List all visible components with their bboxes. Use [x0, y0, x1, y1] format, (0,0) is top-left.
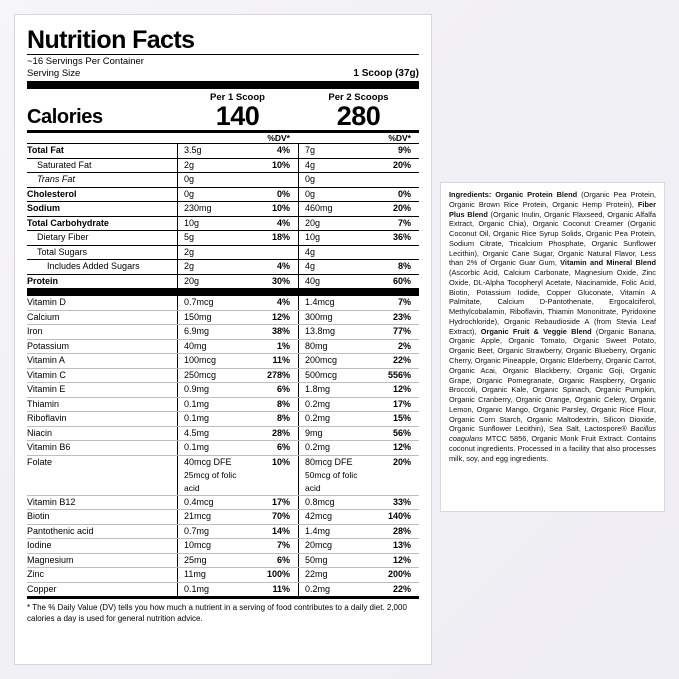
nutrient-amount-col2: 9mg — [305, 427, 323, 438]
nutrient-dv-col1: 278% — [266, 369, 290, 380]
nutrient-amount-col1: 0.9mg — [184, 384, 210, 395]
table-row — [27, 411, 419, 426]
nutrient-name: Vitamin D — [27, 297, 66, 308]
nutrient-amount-col2: 0.2mg — [305, 583, 331, 594]
nutrient-dv-col1: 0% — [276, 188, 290, 199]
table-row — [27, 455, 419, 470]
table-row — [27, 158, 419, 173]
nutrient-name: Protein — [27, 275, 59, 286]
table-row — [27, 230, 419, 245]
nutrient-amount-col2: 7g — [305, 145, 316, 156]
nutrient-dv-col2: 12% — [392, 384, 411, 395]
nutrient-name: Zinc — [27, 569, 45, 580]
nutrient-amount-col2: 4g — [305, 246, 316, 257]
nutrient-dv-col2: 200% — [387, 569, 411, 580]
table-row — [27, 339, 419, 354]
nutrient-dv-col1: 18% — [271, 232, 290, 243]
nutrient-amount-col1: 4.5mg — [184, 427, 210, 438]
nutrient-dv-col2: 33% — [392, 496, 411, 507]
nutrient-dv-col2: 13% — [392, 540, 411, 551]
nutrient-amount-col2: 1.4mcg — [305, 297, 335, 308]
nutrient-name: Includes Added Sugars — [47, 261, 140, 272]
nutrient-dv-col2: 7% — [397, 217, 411, 228]
nutrient-amount-col1: 2g — [184, 159, 195, 170]
nutrient-name: Pantothenic acid — [27, 525, 94, 536]
table-row — [27, 324, 419, 339]
nutrient-amount-col2: 300mg — [305, 311, 333, 322]
nutrient-dv-col2: 22% — [392, 583, 411, 594]
nutrient-dv-col2: 12% — [392, 442, 411, 453]
table-row — [27, 245, 419, 260]
nutrient-dv-col1 — [252, 246, 298, 260]
nutrient-dv-col2: 140% — [387, 511, 411, 522]
nutrient-amount-col1: 0.1mg — [184, 398, 210, 409]
nutrient-dv-col1: 17% — [271, 496, 290, 507]
table-row — [27, 524, 419, 539]
nutrient-dv-col1: 30% — [271, 275, 290, 286]
nutrient-amount-col1: 0.4mcg — [184, 496, 214, 507]
nutrient-amount-col1: 40mg — [184, 340, 207, 351]
nutrient-dv-col2: 12% — [392, 554, 411, 565]
nutrient-amount-col2: 1.4mg — [305, 525, 331, 536]
nutrient-name: Vitamin C — [27, 369, 66, 380]
nutrient-name: Copper — [27, 583, 57, 594]
nutrient-dv-col1: 8% — [276, 398, 290, 409]
nutrient-amount-col1: 0.7mcg — [184, 297, 214, 308]
nutrient-amount-col1: 10g — [184, 217, 200, 228]
nutrient-dv-col2: 7% — [397, 297, 411, 308]
table-row — [27, 274, 419, 289]
nutrient-amount-col1: 6.9mg — [184, 326, 210, 337]
nutrient-dv-col2: 56% — [392, 427, 411, 438]
nutrient-dv-col1: 4% — [276, 261, 290, 272]
nutrient-dv-col2: 36% — [392, 232, 411, 243]
nutrient-amount-col2: 0.2mg — [305, 398, 331, 409]
nutrient-amount-col2: 20g — [305, 217, 321, 228]
nutrient-amount-col2: 4g — [305, 159, 316, 170]
nutrient-dv-col2: 23% — [392, 311, 411, 322]
nutrient-name: Folate — [27, 456, 53, 467]
nutrient-amount-col1: 25mg — [184, 554, 207, 565]
nutrient-amount-col2: 20mcg — [305, 540, 333, 551]
nutrient-dv-col2: 0% — [397, 188, 411, 199]
servings-per-container: ~16 Servings Per Container — [27, 56, 144, 68]
nutrient-amount-col2: 50mg — [305, 554, 328, 565]
serving-size-value: 1 Scoop (37g) — [353, 68, 419, 80]
nutrient-amount-col1: 0.7mg — [184, 525, 210, 536]
col2-header: Per 2 Scoops — [328, 92, 389, 104]
nutrient-amount-col2: 0.2mg — [305, 442, 331, 453]
calories-label: Calories — [27, 106, 103, 129]
nutrient-dv-col1: 8% — [276, 413, 290, 424]
nutrient-amount-col1: 0.1mg — [184, 583, 210, 594]
nutrient-dv-col1: 7% — [276, 540, 290, 551]
nutrient-amount-col1: 5g — [184, 232, 195, 243]
nutrient-dv-col1: 70% — [271, 511, 290, 522]
nutrient-name: Dietary Fiber — [37, 232, 89, 243]
nutrient-dv-col1: 1% — [276, 340, 290, 351]
table-row — [27, 397, 419, 412]
nutrient-dv-col1: 4% — [276, 297, 290, 308]
nutrient-amount-col1: 100mcg — [184, 355, 217, 366]
nutrient-name: Thiamin — [27, 398, 60, 409]
table-row — [27, 310, 419, 325]
nutrient-subnote-col2: 50mcg of folic acid — [305, 470, 358, 493]
nutrient-dv-col2: 20% — [392, 203, 411, 214]
nutrient-subnote-col1: 25mcg of folic acid — [184, 470, 237, 493]
nutrient-name: Riboflavin — [27, 413, 67, 424]
nutrient-name: Iron — [27, 326, 43, 337]
nutrient-amount-col2: 40g — [305, 275, 321, 286]
table-subrow — [27, 469, 419, 495]
nutrient-amount-col1: 0g — [184, 188, 195, 199]
calories-col2-value: 280 — [336, 101, 381, 132]
nutrient-dv-col1: 6% — [276, 384, 290, 395]
nutrient-name: Cholesterol — [27, 188, 77, 199]
table-row — [27, 187, 419, 202]
nutrient-amount-col1: 150mg — [184, 311, 212, 322]
table-row — [27, 382, 419, 397]
nutrient-name: Vitamin E — [27, 384, 66, 395]
nutrient-name: Vitamin B6 — [27, 442, 71, 453]
nutrition-facts-panel — [14, 14, 432, 665]
nutrient-name: Potassium — [27, 340, 70, 351]
nutrient-dv-col1: 10% — [271, 203, 290, 214]
nutrient-amount-col1: 0.1mg — [184, 413, 210, 424]
nutrient-name: Total Sugars — [37, 246, 88, 257]
nutrient-dv-col2: 22% — [392, 355, 411, 366]
table-row — [27, 495, 419, 510]
nutrient-dv-col2: 20% — [392, 456, 411, 467]
nutrient-dv-col2: 17% — [392, 398, 411, 409]
nutrient-amount-col1: 2g — [184, 246, 195, 257]
nutrient-name: Trans Fat — [37, 174, 75, 185]
nutrient-dv-col1: 6% — [276, 554, 290, 565]
nutrient-amount-col2: 460mg — [305, 203, 333, 214]
nutrient-dv-col2: 28% — [392, 525, 411, 536]
nutrient-dv-col2 — [373, 173, 419, 187]
table-row — [27, 509, 419, 524]
macro-divider — [27, 288, 419, 296]
nutrient-amount-col2: 4g — [305, 261, 316, 272]
table-row — [27, 201, 419, 216]
table-row — [27, 567, 419, 582]
nutrient-amount-col2: 500mcg — [305, 369, 338, 380]
daily-value-headers — [27, 133, 419, 143]
ingredients-text: Ingredients: Organic Protein Blend (Organic Pea Protein, Organic Brown Rice Protein, Organic Hemp Protein), Fiber Plus Blend (Organic Inulin, Organic Flaxseed, Organic Alfalfa Extract, Organic Chia), Organic Coconut Creamer (Organic Coconut Oil, Organic Rice Syrup Solids, Organic Pea Protein, Sodium Citrate, Tricalcium Phosphate, Organic Sunflower Lecithin), Organic Cane Sugar, Organic Natural Flavor, Less than 2% of Organic Guar Gum, Vitamin and Mineral Blend (Ascorbic Acid, Calcium Carbonate, Magnesium Oxide, Zinc Oxide, DL-Alpha Tocopheryl Acetate, Niacinamide, Folic Acid, Biotin, Potassium Iodide, Copper Gluconate, Vitamin A Palmitate, Calcium D-Pantothenate, Ergocalciferol, Methylcobalamin, Riboflavin, Thiamin Mononitrate, Pyridoxine Hydrochloride), Organic Rebaudioside A (from Stevia Leaf Extract), Organic Fruit & Veggie Blend (Organic Banana, Organic Apple, Organic Tomato, Organic Sweet Potato, Organic Beet, Organic Strawberry, Organic Blueberry, Organic Cherry, Organic Pineapple, Organic Elderberry, Organic Carrot, Organic Acai, Organic Blackberry, Organic Goji, Organic Grape, Organic Pomegranate, Organic Raspberry, Organic Broccoli, Organic Kale, Organic Spinach, Organic Pumpkin, Organic Cranberry, Organic Orange, Organic Celery, Organic Lemon, Organic Mango, Organic Parsley, Organic Rice Flour, Organic Corn Starch, Organic Maltodextrin, Silicon Dioxide, Organic Sunflower Lecithin), Sea Salt, Lactospore® Bacillus coagulans MTCC 5856, Organic Monk Fruit Extract. Contains coconut ingredients. Processed in a facility that also processes milk, soy, and egg ingredients. — [449, 190, 657, 463]
nutrient-dv-col2: 556% — [387, 369, 411, 380]
serving-size-label: Serving Size — [27, 68, 81, 80]
nutrient-dv-col2 — [373, 246, 419, 260]
nutrient-dv-col2: 60% — [392, 275, 411, 286]
nutrient-dv-col2: 77% — [392, 326, 411, 337]
table-row — [27, 553, 419, 568]
page-title: Nutrition Facts — [27, 26, 195, 54]
nutrient-dv-col1: 4% — [276, 217, 290, 228]
nutrient-amount-col1: 21mcg — [184, 511, 212, 522]
table-row — [27, 259, 419, 274]
table-row — [27, 296, 419, 310]
nutrient-dv-col1: 14% — [271, 525, 290, 536]
table-row — [27, 368, 419, 383]
calories-row — [27, 103, 419, 130]
nutrient-name: Biotin — [27, 511, 50, 522]
nutrient-amount-col2: 13.8mg — [305, 326, 336, 337]
nutrient-dv-col2: 15% — [392, 413, 411, 424]
table-row — [27, 440, 419, 455]
serving-size-row — [27, 68, 419, 81]
vitamin-mineral-table — [27, 296, 419, 596]
table-row — [27, 538, 419, 553]
nutrient-dv-col2: 8% — [397, 261, 411, 272]
title-divider — [27, 54, 419, 55]
nutrient-name: Sodium — [27, 203, 60, 214]
nutrient-amount-col2: 1.8mg — [305, 384, 331, 395]
nutrient-name: Magnesium — [27, 554, 74, 565]
col2-dv-header: %DV* — [388, 133, 411, 144]
nutrient-name: Iodine — [27, 540, 52, 551]
col1-header: Per 1 Scoop — [210, 92, 265, 104]
ingredients-panel — [440, 182, 665, 512]
nutrient-dv-col1: 10% — [271, 456, 290, 467]
serving-divider — [27, 81, 419, 89]
nutrient-amount-col1: 40mcg DFE — [184, 456, 232, 467]
table-row — [27, 426, 419, 441]
nutrient-amount-col1: 230mg — [184, 203, 212, 214]
nutrient-dv-col1: 11% — [272, 583, 290, 594]
nutrient-dv-col2: 20% — [392, 159, 411, 170]
nutrient-dv-col1: 4% — [276, 145, 290, 156]
nutrient-amount-col2: 0g — [305, 188, 316, 199]
nutrient-amount-col1: 0.1mg — [184, 442, 210, 453]
nutrient-amount-col2: 80mg — [305, 340, 328, 351]
nutrient-amount-col2: 200mcg — [305, 355, 338, 366]
table-row — [27, 143, 419, 158]
nutrient-amount-col2: 42mcg — [305, 511, 333, 522]
table-row — [27, 216, 419, 231]
nutrient-amount-col2: 10g — [305, 232, 321, 243]
nutrient-name: Total Fat — [27, 145, 64, 156]
calories-col1-value: 140 — [215, 101, 260, 132]
nutrient-amount-col1: 250mcg — [184, 369, 217, 380]
footnote: * The % Daily Value (DV) tells you how much a nutrient in a serving of food contributes to a daily diet. 2,000 calories a day is used for general nutrition advice. — [27, 603, 407, 623]
nutrient-dv-col1: 100% — [266, 569, 290, 580]
nutrient-dv-col2: 2% — [397, 340, 411, 351]
nutrient-dv-col1: 38% — [271, 326, 290, 337]
nutrient-amount-col2: 0.8mcg — [305, 496, 335, 507]
table-row — [27, 353, 419, 368]
nutrient-amount-col2: 0.2mg — [305, 413, 331, 424]
nutrient-name: Total Carbohydrate — [27, 217, 109, 228]
nutrient-dv-col1: 6% — [276, 442, 290, 453]
col1-dv-header: %DV* — [267, 133, 290, 144]
nutrient-dv-col1: 12% — [271, 311, 290, 322]
nutrient-dv-col1: 11% — [272, 355, 290, 366]
nutrient-amount-col1: 2g — [184, 261, 195, 272]
nutrient-amount-col1: 10mcg — [184, 540, 212, 551]
nutrient-name: Niacin — [27, 427, 53, 438]
nutrient-amount-col2: 80mcg DFE — [305, 456, 353, 467]
nutrient-amount-col2: 0g — [305, 174, 316, 185]
nutrient-name: Vitamin A — [27, 355, 65, 366]
nutrient-amount-col1: 0g — [184, 174, 195, 185]
nutrient-dv-col1: 10% — [271, 159, 290, 170]
nutrient-name: Calcium — [27, 311, 60, 322]
nutrient-name: Vitamin B12 — [27, 496, 76, 507]
macronutrient-table — [27, 143, 419, 288]
nutrient-name: Saturated Fat — [37, 159, 92, 170]
nutrient-amount-col1: 11mg — [184, 569, 206, 580]
table-row — [27, 582, 419, 597]
nutrient-amount-col1: 3.5g — [184, 145, 202, 156]
nutrient-dv-col1 — [252, 173, 298, 187]
nutrient-dv-col1: 28% — [271, 427, 290, 438]
nutrient-amount-col2: 22mg — [305, 569, 328, 580]
table-row — [27, 172, 419, 187]
nutrient-amount-col1: 20g — [184, 275, 200, 286]
nutrient-dv-col2: 9% — [397, 145, 411, 156]
